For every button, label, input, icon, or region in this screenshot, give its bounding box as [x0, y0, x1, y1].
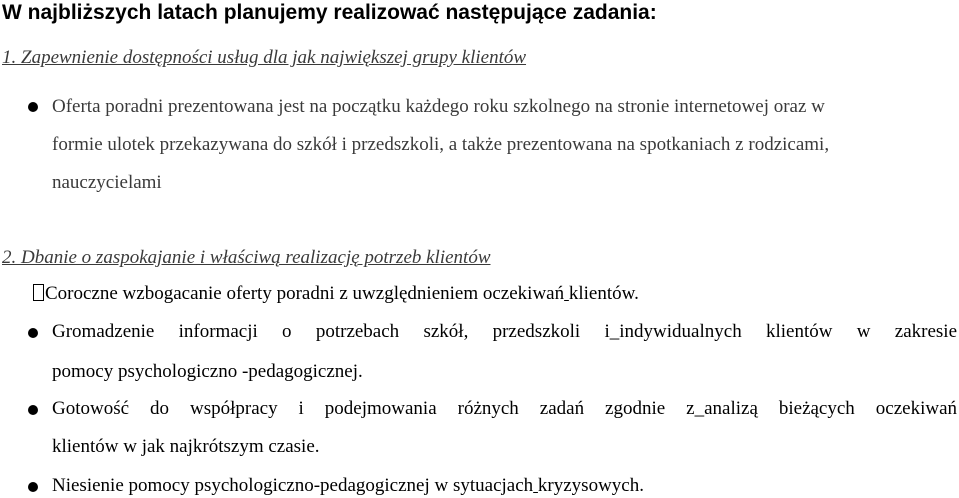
- bullet-icon: [28, 405, 38, 415]
- section-2-title: 2. Dbanie o zaspokajanie i właściwą realizację potrzeb klientów: [2, 247, 491, 268]
- page-heading: W najbliższych latach planujemy realizować następujące zadania:: [2, 1, 657, 24]
- section-1-item-line-3: nauczycielami: [52, 172, 162, 193]
- bullet-icon: [28, 482, 38, 492]
- section-1-item-line-1: Oferta poradni prezentowana jest na początku każdego roku szkolnego na stronie internetowej oraz w: [52, 96, 825, 117]
- section-2-item-2-line-1: Gromadzenie informacji o potrzebach szkół, przedszkoli i_indywidualnych klientów w zakresie: [52, 321, 957, 342]
- section-1-title: 1. Zapewnienie dostępności usług dla jak największej grupy klientów: [2, 47, 527, 68]
- section-2-item-4-line-1: Niesienie pomocy psychologiczno-pedagogicznej w sytuacjach kryzysowych.: [52, 475, 644, 496]
- section-1-item-line-2: formie ulotek przekazywana do szkół i przedszkoli, a także prezentowana na spotkaniach z rodzicami,: [52, 134, 830, 155]
- missing-glyph-box-icon: [33, 284, 44, 301]
- bullet-icon: [28, 328, 38, 338]
- section-2-item-2-line-2: pomocy psychologiczno -pedagogicznej.: [52, 361, 363, 382]
- section-2-item-3-line-2: klientów w jak najkrótszym czasie.: [52, 436, 320, 457]
- bullet-icon: [28, 102, 38, 112]
- section-2-item-1: Coroczne wzbogacanie oferty poradni z uwzględnieniem oczekiwań klientów.: [33, 282, 639, 306]
- section-2-item-3-line-1: Gotowość do współpracy i podejmowania różnych zadań zgodnie z_analizą bieżących oczekiwań: [52, 398, 957, 419]
